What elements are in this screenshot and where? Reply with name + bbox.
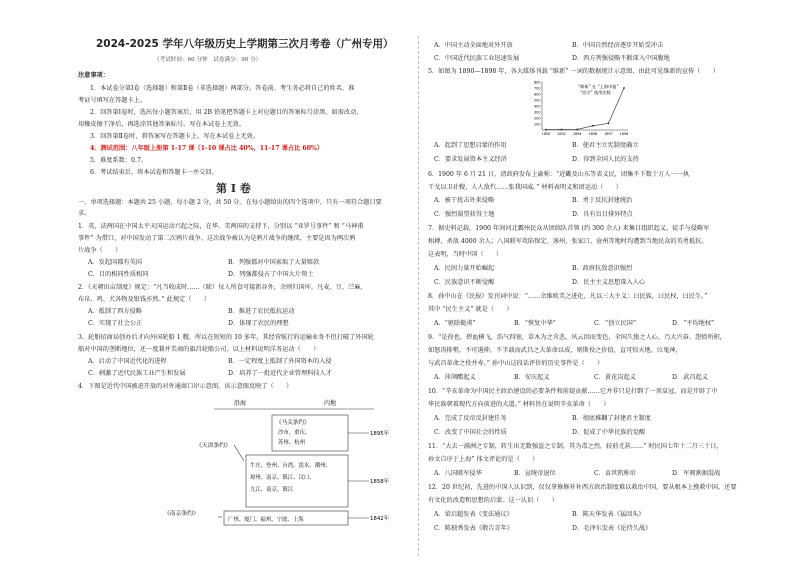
- right-column: [428, 0, 746, 562]
- q5-stem-1: 5．如图为 1890—1898 年，各大媒体刊载 “维新” 一词的数据统计示意图，由此可见维新的宣传（ ）: [428, 68, 719, 75]
- q8-option-d[interactable]: D．“平均地权”: [672, 320, 715, 327]
- q3-option-b[interactable]: B．一定程度上抵制了外国资本的入侵: [228, 358, 332, 365]
- chart-y-tick-label: 200: [534, 116, 541, 121]
- diagram-ports-3b: 苏州、杭州: [278, 440, 305, 446]
- chart-y-tick-label: 700: [534, 86, 541, 91]
- q4-option-b[interactable]: B．中国自然经济逐步开始受冲击: [572, 42, 664, 49]
- q7-option-a[interactable]: A．民间力量开始崛起: [434, 265, 495, 272]
- q11-option-c[interactable]: C．袁世凯称帝: [594, 470, 636, 477]
- q10-stem-2: 华民族朝着现代方向前进的大道。” 材料旨在说明辛亥革命（ ）: [428, 401, 610, 408]
- note-1b: 考证号填写在答题卡上。: [78, 97, 147, 104]
- q9-option-d[interactable]: D．武昌起义: [672, 374, 708, 381]
- q1-stem-1: 1．英、法两国在中国太平天国运动兴起之际，在华、美两国的支持下，分别以 “亚罗号事件” 和 “马神甫: [78, 223, 364, 230]
- q5-option-d[interactable]: D．得到全国人民的支持: [572, 156, 639, 163]
- q8-option-b[interactable]: B．“恢复中华”: [514, 320, 556, 327]
- chart-y-tick-label: 800: [534, 80, 541, 85]
- q9-option-a[interactable]: A．萍浏醴起义: [434, 374, 476, 381]
- q2-option-d[interactable]: D．体现了农民的理想: [228, 320, 289, 327]
- q5-option-c[interactable]: C．要求发展资本主义经济: [434, 156, 507, 163]
- chart-point: [592, 125, 594, 127]
- chart-y-tick-label: 400: [534, 104, 541, 109]
- q6-stem-2: 干戈以卫社稷，人人敌忾……张我国威。” 材料表明义和团运动（ ）: [428, 184, 622, 191]
- q6-stem-1: 6．1900 年 6 月 21 日，清政府发布上谕称：“近畿及山东等省义民，团集不下数十万人一一执: [428, 171, 690, 178]
- q1-stem-3: 片战争（ ）: [78, 247, 122, 254]
- q4-option-a[interactable]: A．中国主动全面地对外开放: [434, 42, 513, 49]
- q12-option-a[interactable]: A．梁启超发表《变法通议》: [434, 511, 513, 518]
- note-2a: 2．回答第Ⅰ卷时，选出每小题答案后，用 2B 铅笔把答题卡上对应题目的答案标号涂黑。如需改动，: [90, 109, 363, 116]
- left-column: [78, 0, 408, 562]
- q8-option-a[interactable]: A．“驱除鞑虏”: [434, 320, 476, 327]
- chart-y-tick-label: 600: [534, 92, 541, 97]
- chart-x-tick-label: 1890: [541, 132, 551, 136]
- q10-stem-1: 10．“辛亥革命为中国民主政治建设的必要条件和前提贡献……它并非只是打倒了一顶皇冠，而是开辟了中: [428, 388, 718, 395]
- chart-y-tick-label: 500: [534, 98, 541, 103]
- q10-option-b[interactable]: B．彻底推翻了封建君主制度: [572, 415, 651, 422]
- q3-option-d[interactable]: D．培养了一批近代企业管理科技人才: [228, 370, 332, 377]
- chart-point: [608, 123, 610, 125]
- note-5: 5．难度系数：0.7。: [90, 157, 148, 164]
- q5-option-b[interactable]: B．使君主立宪制度确立: [572, 142, 639, 149]
- q12-stem-2: 有文化的改造和思想的启蒙。这一认识（ ）: [428, 497, 558, 504]
- chart-y-tick-label: 300: [534, 110, 541, 115]
- weixin-usage-chart: [528, 78, 638, 138]
- section-intro-2: 求。: [78, 210, 91, 217]
- chart-point: [561, 129, 563, 131]
- chart-y-tick-label: 100: [534, 122, 541, 127]
- q9-option-c[interactable]: C．黄花岗起义: [594, 374, 636, 381]
- chart-x-tick-label: 1897: [604, 132, 613, 136]
- chart-point: [576, 129, 578, 131]
- q8-stem-2: 其中 “民生主义” 就是（ ）: [428, 306, 513, 313]
- diagram-treaty-3: 《马关条约》: [276, 420, 310, 426]
- diagram-treaty-2: 《天津条约》: [196, 443, 231, 449]
- diagram-coastal-label: 沿海: [234, 400, 247, 407]
- q2-option-a[interactable]: A．抵制了西方侵略: [88, 308, 142, 315]
- q4-option-c[interactable]: C．中国近代民族工业迅速发展: [434, 55, 520, 62]
- q8-stem-1: 8．孙中山在《民报》发刊词中说：“……余维欧美之进化，凡以三大主义：曰民族，曰民权，曰民生。”: [428, 293, 708, 300]
- q11-stem-2: 孙文自序于上海” 体文评论的是（ ）: [428, 456, 539, 463]
- chart-x-tick-label: 1894: [572, 132, 582, 136]
- q2-option-b[interactable]: B．推进了农民抵抗运动: [228, 308, 295, 315]
- q7-stem-1: 7．据史料记载，1900 年间河北霸州民众从团练队首领 (约 300 余人) 来集目组织起义，徒手与侵略军: [428, 225, 710, 232]
- q9-stem-2: 如怒涛排壑，不可遏抑，不半载而武昌之大革命以成，则斯役之价值，直可惊天地、泣鬼神，: [428, 347, 682, 354]
- chart-x-tick-label: 1892: [557, 132, 566, 136]
- q12-option-d[interactable]: D．毛泽东发表《论持久战》: [572, 525, 652, 532]
- q10-option-c[interactable]: C．改变了中国社会的性质: [434, 429, 507, 436]
- q7-stem-3: 这表明，当时中国（ ）: [428, 251, 503, 258]
- q6-option-b[interactable]: B．勇于反抗封建统治: [572, 197, 633, 204]
- section-title: 第 Ⅰ 卷: [216, 182, 251, 195]
- exam-time-info: （考试时间：60 分钟 试卷满分：90 分）: [154, 57, 262, 63]
- note-3: 3．回答第Ⅱ卷时，将答案写在答题卡上。写在本试卷上无效。: [90, 133, 260, 140]
- q6-option-c[interactable]: C．强烈渴望获得土地: [434, 211, 495, 218]
- chart-point: [623, 87, 625, 89]
- q1-option-a[interactable]: A．发起国都有英国: [88, 259, 142, 266]
- q4-stem-1: 4．下图是近代中国被迫开放的对外通商口岸示意图，该示意图反映了（ ）: [78, 383, 293, 390]
- q3-option-a[interactable]: A．启动了中国近代化的进程: [88, 358, 167, 365]
- section-intro-1: 一、单项选择题：本题共 25 小题，每小题 2 分，共 50 分。在每小题给出的四个选项中，只有一项符合题目要: [78, 199, 382, 206]
- chart-legend-2: “西学” 使用次数: [580, 90, 611, 95]
- q6-option-d[interactable]: D．具有盲目排外特点: [572, 211, 633, 218]
- q11-option-b[interactable]: B．宣统帝退位: [514, 470, 556, 477]
- diagram-ports-3a: 沙市、重庆、: [278, 430, 311, 436]
- q2-stem-2: 布帛、鸡、犬各物及银钱亦然。” 此规定（ ）: [78, 296, 210, 303]
- q4-option-d[interactable]: D．西方列强侵略不断深入中国腹地: [572, 55, 670, 62]
- diagram-year-1842: 1842年: [370, 516, 390, 522]
- diagram-ports-2c: 九江、南京、镇江: [250, 487, 294, 493]
- q9-stem-1: 9．“是役也，碧血横飞，浩气四塞，草木为之含悲，风云因而变色，全国久蛰之人心，乃大兴奋。怨愤所积，: [428, 334, 726, 341]
- q2-option-c[interactable]: C．实现了社会公正: [88, 320, 143, 327]
- diagram-year-1895: 1895年: [370, 431, 390, 437]
- q7-option-c[interactable]: C．民族意识不断觉醒: [434, 279, 495, 286]
- diagram-ports-2a: 牛庄、登州、台湾、淡水、潮州、: [250, 463, 331, 469]
- q1-option-d[interactable]: D．列强都侵占了中国大片领土: [228, 271, 314, 278]
- q3-option-c[interactable]: C．刺激了近代民族工业产生和发展: [88, 370, 186, 377]
- diagram-inland-label: 内地: [324, 400, 337, 407]
- q1-option-c[interactable]: C．目的相同性质相同: [88, 271, 149, 278]
- diagram-ports-2b: 琼州、南京、镇江、汉口、: [250, 475, 315, 481]
- q9-option-b[interactable]: B．安庆起义: [514, 374, 550, 381]
- q2-stem-1: 2．《天朝田亩制度》规定：“凡当收成时……（除）每人所食可接新谷外，余则归国库。凡麦、豆、苎麻、: [78, 284, 367, 291]
- treaty-ports-diagram: [164, 395, 404, 555]
- q3-stem-1: 3．轮船招商局创办后才向外国轮船 1 艘，所以在短短的 10 多年，其经营航行的运输业务不但打破了外国轮: [78, 334, 374, 341]
- diagram-ports-1: 广州、厦门、福州、宁波、上海: [228, 517, 304, 523]
- q1-stem-2: 事件” 为借口，对中国发动了第二次鸦片战争。这次战争被认为是鸦片战争的继续，主要是因为两次鸦: [78, 235, 356, 242]
- q12-option-c[interactable]: C．陈独秀发表《敬告青年》: [434, 525, 513, 532]
- chart-x-tick-label: 1898: [619, 132, 629, 136]
- q9-stem-3: 与武昌革命之役并寿。” 孙中山这段话评价的历史事件是（ ）: [428, 360, 604, 367]
- note-2b: 用橡皮擦干净后，再选涂其他答案标号。写在本试卷上无效。: [78, 121, 246, 128]
- chart-x-tick-label: 1896: [588, 132, 598, 136]
- column-divider: [418, 36, 419, 556]
- note-1a: 1．本试卷分第Ⅰ卷（选择题）和第Ⅱ卷（非选择题）两部分。答卷前，考生务必将自己的姓名、准: [90, 85, 355, 92]
- chart-legend-1: “维新” 在 “上海申报”: [578, 84, 619, 89]
- q1-option-b[interactable]: B．列强都对中国索取了大量赔款: [228, 259, 320, 266]
- q11-option-d[interactable]: D．军阀割据混战: [672, 470, 721, 477]
- q10-option-a[interactable]: A．完成了反帝反封建任务: [434, 415, 507, 422]
- q10-option-d[interactable]: D．促成了中华民族的觉醒: [572, 429, 646, 436]
- page-title: 2024-2025 学年八年级历史上学期第三次月考卷（广州专用）: [96, 38, 394, 50]
- notes-label: 注意事项：: [78, 72, 109, 79]
- q6-option-a[interactable]: A．被干扰击外来侵略: [434, 197, 495, 204]
- q12-stem-1: 12．20 世纪初，先进的中国人认识到，仅仅拿修修补补西方政治制度难以救治中国，要从根本上挽救中国，还要: [428, 484, 737, 491]
- note-6: 6．考试结束后，将本试卷和答题卡一并交回。: [90, 169, 218, 176]
- note-4-scope: 4．测试范围：八年级上册第 1-17 课（1-10 课占比 40%，11-17 课占比 60%）: [90, 145, 324, 152]
- q7-option-b[interactable]: B．政府抗敌意识强烈: [572, 265, 633, 272]
- q8-option-c[interactable]: C．“创立民国”: [594, 320, 636, 327]
- q3-stem-2: 船对中国的垄断地位，还一度兼并美商的旗昌轮船公司。以上材料说明洋务运动（ ）: [78, 346, 320, 353]
- q11-stem-1: 11．“大去一满洲之专制，转生出无数强盗之专制，其为毒之烈，较前尤甚……” 时民国七年十二月三十日，: [428, 443, 723, 450]
- q7-option-d[interactable]: D．民主主义思想深入人心: [572, 279, 646, 286]
- q11-option-a[interactable]: A．八国联军侵华: [434, 470, 482, 477]
- diagram-treaty-1: 《南京条约》: [164, 511, 199, 517]
- q7-stem-2: 相搏，杀敌 4000 余人；八国联军攻陷保定、涿州、张家口，沧州等地时均遭到当地民众的英勇抵抗。: [428, 238, 708, 245]
- q5-option-a[interactable]: A．起到了思想启蒙的作用: [434, 142, 507, 149]
- diagram-year-1858: 1858年: [370, 479, 390, 485]
- chart-point: [545, 129, 547, 131]
- q12-option-b[interactable]: B．陈天华发表《猛回头》: [572, 511, 645, 518]
